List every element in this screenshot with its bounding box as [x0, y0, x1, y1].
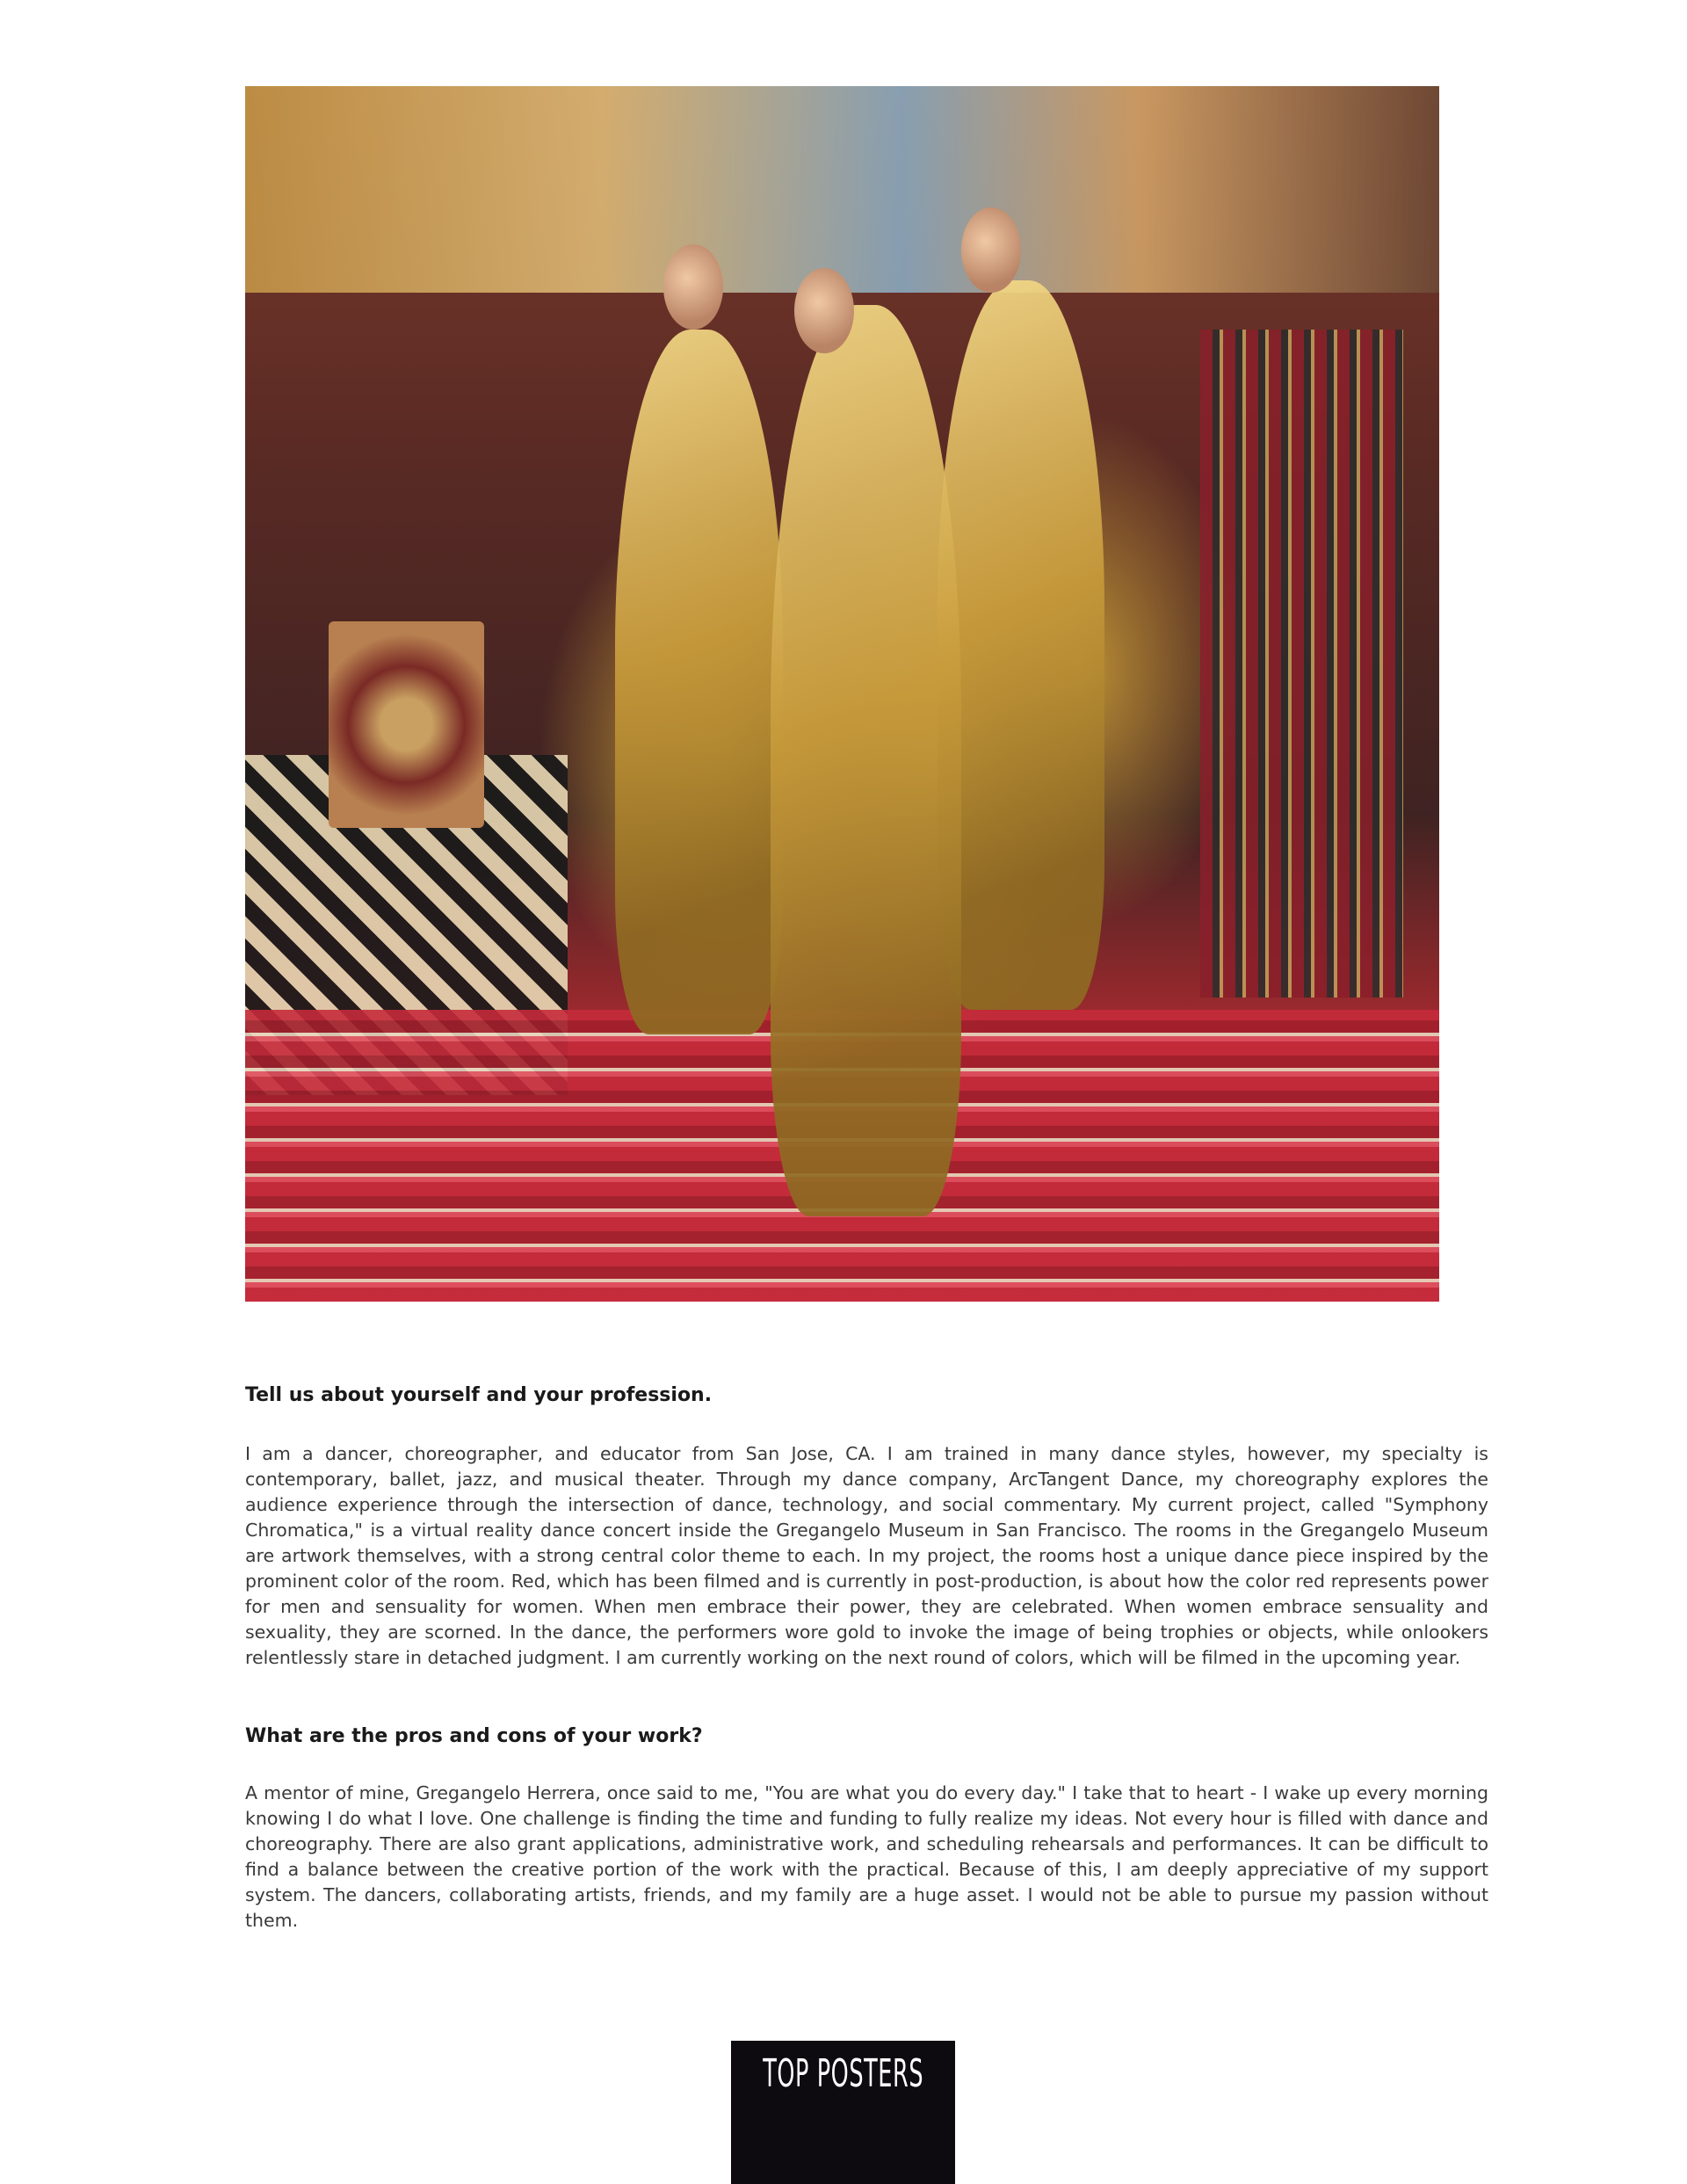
question-heading-1: Tell us about yourself and your profession. [245, 1384, 713, 1406]
dancer-left [615, 330, 782, 1034]
photo-chair [1200, 330, 1403, 998]
photo-mural [245, 86, 1439, 293]
dancer-center [771, 305, 961, 1216]
dancer-left-head [663, 244, 723, 330]
top-posters-logo [731, 2041, 955, 2184]
answer-paragraph-2: A mentor of mine, Gregangelo Herrera, once said to me, "You are what you do every day." I take that to heart - I wake up every morning knowing I do what I love. One challenge is finding the time and funding to fully realize my ideas. Not every hour is filled with dance and choreography. There are also grant applications, administrative work, and scheduling rehearsals and performances. It can be difficult to find a balance between the creative portion of the work with the practical. Because of this, I am deeply appreciative of my support system. The dancers, collaborating artists, friends, and my family are a huge asset. I would not be able to pursue my passion without them. [245, 1782, 1488, 1931]
question-heading-2: What are the pros and cons of your work? [245, 1725, 703, 1747]
photo-pillow [329, 621, 484, 828]
dancers-photo [245, 86, 1439, 1302]
dancer-center-head [794, 268, 854, 353]
dancer-right-head [961, 207, 1021, 293]
answer-paragraph-1: I am a dancer, choreographer, and educator from San Jose, CA. I am trained in many dance styles, however, my specialty is contemporary, ballet, jazz, and musical theater. Through my dance company, ArcTangent Dance, my choreography explores the audience experience through the intersection of dance, technology, and social commentary. My current project, called "Symphony Chromatica," is a virtual reality dance concert inside the Gregangelo Museum in San Francisco. The rooms in the Gregangelo Museum are artwork themselves, with a strong central color theme to each. In my project, the rooms host a unique dance piece inspired by the prominent color of the room. Red, which has been filmed and is currently in post-production, is about how the color red represents power for men and sensuality for women. When men embrace their power, they are celebrated. When women embrace sensuality and sexuality, they are scorned. In the dance, the performers wore gold to invoke the image of being trophies or objects, while onlookers relentlessly stare in detached judgment. I am currently working on the next round of colors, which will be filmed in the upcoming year. [245, 1443, 1488, 1668]
dancer-right [938, 280, 1104, 1010]
logo-text: TOP POSTERS [763, 2051, 923, 2096]
